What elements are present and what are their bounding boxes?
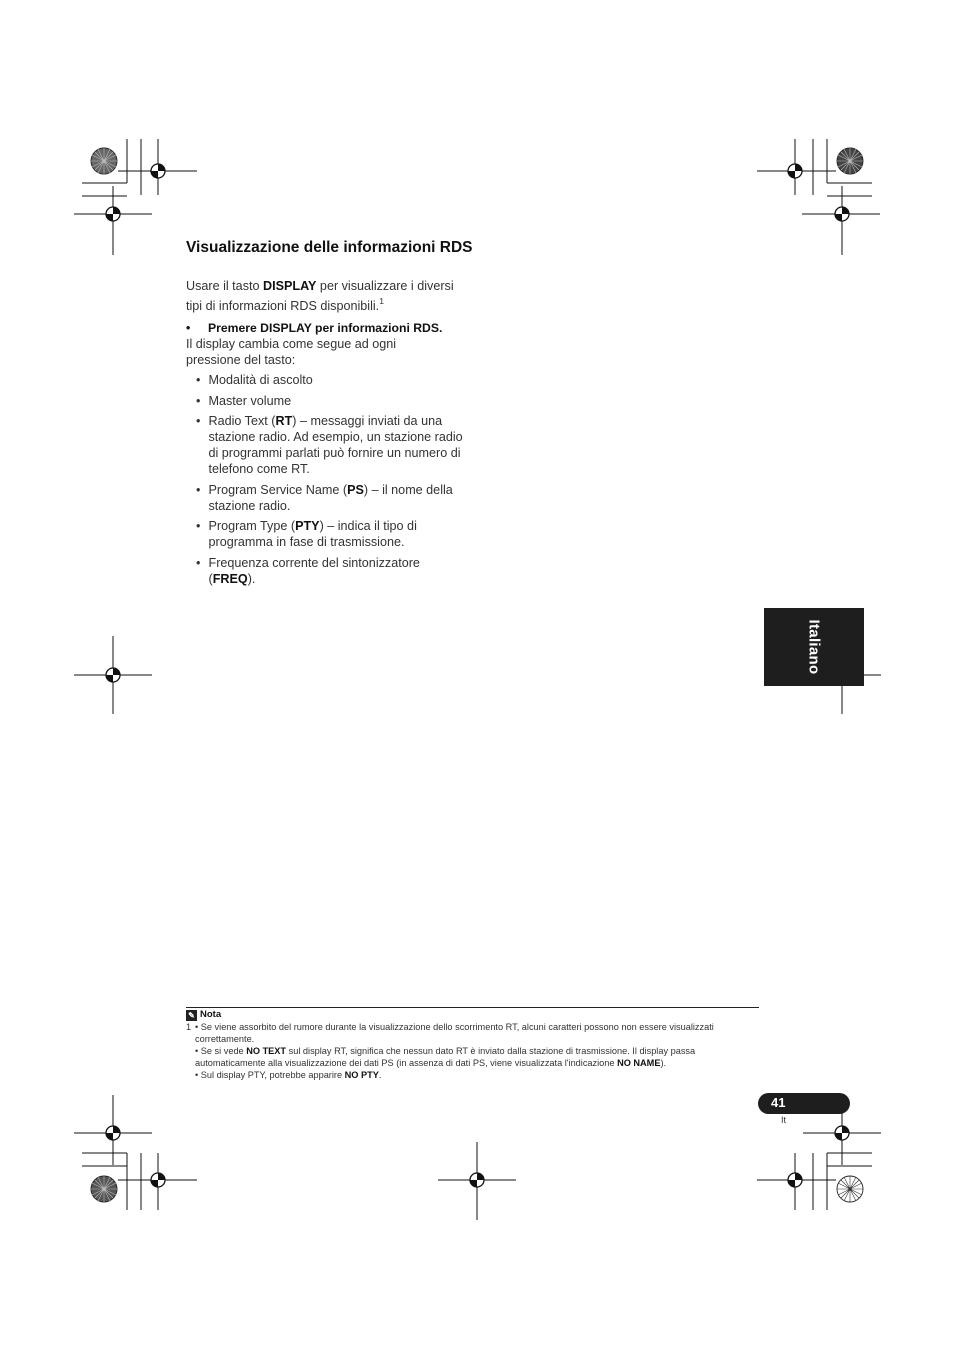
step-text: Premere DISPLAY per informazioni RDS. [208,321,443,335]
page-number-badge [758,1093,850,1114]
page-number: 41 [771,1095,786,1110]
list-item-text: Radio Text ( [208,414,276,428]
list-item-text: Master volume [208,393,292,408]
footnote-item [186,1045,761,1069]
list-item [196,413,466,477]
list-item [196,555,466,587]
footnote-text: • Se si vede [195,1046,247,1056]
language-code: It [781,1115,787,1125]
list-item-text: Modalità di ascolto [208,373,313,387]
footnote-item [186,1069,761,1081]
list-item-text: ) – messaggi inviati da una stazione radio. Ad esempio, un stazione radio di programmi parlati può fornire un numero di telefono come RT. [208,414,463,476]
display-modes-list [196,372,466,591]
footnote-divider [186,1007,759,1008]
list-item-text: ). [247,571,256,586]
pencil-note-icon: ✎ [186,1010,197,1021]
list-item [196,372,466,388]
list-item [196,482,466,514]
list-item-text: Frequenza corrente del sintonizzatore ( [208,555,420,586]
intro-text: Usare il tasto [186,279,263,293]
list-item-text: ) – il nome della stazione radio. [208,482,453,513]
freq-key: FREQ [212,571,248,586]
footnote-item [186,1021,761,1045]
display-key: DISPLAY [263,279,317,293]
footnote-text: . [378,1070,382,1080]
step-description: Il display cambia come segue ad ogni pressione del tasto: [186,337,397,367]
list-item-text: Program Service Name ( [208,482,348,497]
footnote-text: • Se viene assorbito del rumore durante la visualizzazione dello scorrimento RT, alcuni caratteri possono non essere visualizzati correttamente. [195,1022,714,1044]
language-tab-label: Italiano [805,619,823,675]
ps-key: PS [347,482,364,497]
intro-text: per visualizzare i diversi tipi di informazioni RDS disponibili. [186,279,454,314]
no-pty-key: NO PTY [344,1070,379,1080]
language-tab [764,608,864,686]
footnote-text: • Sul display PTY, potrebbe apparire [195,1070,345,1080]
footnote-text: sul display RT, significa che nessun dato RT è inviato dalla stazione di trasmissione. Il display passa automaticamente alla visualizzazione dei dati PS (in assenza di dati PS, viene visualizzata l'indicazione [195,1046,696,1068]
footnote-text: ). [660,1058,667,1068]
list-item [196,393,466,409]
section-title: Visualizzazione delle informazioni RDS [186,239,473,256]
list-item-text: Program Type ( [208,519,296,533]
note-heading [186,1009,221,1021]
list-item [196,518,466,550]
note-heading-text: Nota [200,1009,222,1020]
instruction-step [186,320,476,336]
footnote-ref: 1 [379,296,384,306]
no-name-key: NO NAME [617,1058,661,1068]
no-text-key: NO TEXT [246,1046,287,1056]
step-bullet: • [186,321,191,335]
list-item-text: ) – indica il tipo di programma in fase di trasmissione. [208,519,417,549]
rt-key: RT [275,414,293,428]
intro-paragraph [186,278,471,314]
footnote-list [186,1021,761,1081]
pty-key: PTY [295,519,320,533]
footnote-number: 1 [186,1022,192,1032]
